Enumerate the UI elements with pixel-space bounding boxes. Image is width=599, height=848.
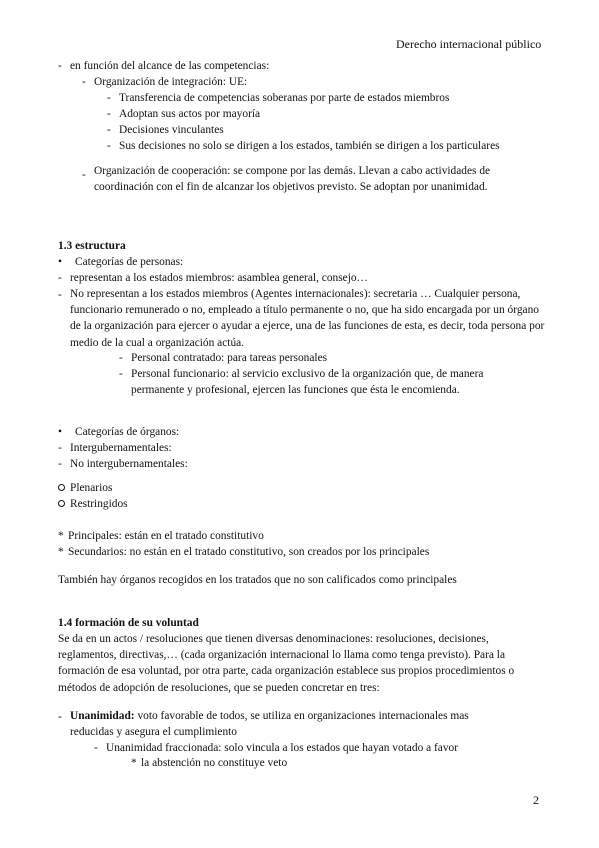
dash-marker: - xyxy=(119,368,123,380)
dash-marker: - xyxy=(94,742,98,754)
list-item: Adoptan sus actos por mayoría xyxy=(119,108,261,120)
dash-marker: - xyxy=(58,711,62,723)
unanimidad-label: Unanimidad: xyxy=(70,710,135,722)
dash-marker: - xyxy=(82,169,86,181)
section-heading-estructura: 1.3 estructura xyxy=(58,240,126,252)
dash-marker: - xyxy=(82,76,86,88)
integration-heading: Organización de integración: UE: xyxy=(94,76,248,88)
list-item: Plenarios xyxy=(70,482,113,494)
dash-marker: - xyxy=(58,272,62,284)
dash-marker: - xyxy=(58,458,62,470)
cooperation-paragraph: Organización de cooperación: se compone por las demás. Llevan a cabo actividades de coordinación con el fin de alcanzar los objetivos previsto. Se adoptan por unanimidad. xyxy=(94,165,491,194)
list-item: Restringidos xyxy=(70,498,128,510)
running-header: Derecho internacional público xyxy=(396,37,542,51)
page-number: 2 xyxy=(533,793,539,807)
circle-bullet-icon xyxy=(58,500,65,507)
list-item: Secundarios: no están en el tratado constitutivo, son creados por los principales xyxy=(68,546,430,558)
bullet-marker: • xyxy=(58,256,62,268)
dash-marker: - xyxy=(119,352,123,364)
note-paragraph: También hay órganos recogidos en los tratados que no son calificados como principales xyxy=(58,574,457,586)
bullet-categorias-personas: Categorías de personas: xyxy=(75,256,184,268)
list-item: Personal contratado: para tareas personales xyxy=(131,352,328,364)
asterisk-marker: * xyxy=(131,757,137,769)
dash-marker: - xyxy=(107,108,111,120)
list-item: Decisiones vinculantes xyxy=(119,124,224,136)
bullet-marker: • xyxy=(58,426,62,438)
list-item: la abstención no constituye veto xyxy=(141,757,288,769)
list-item: Unanimidad fraccionada: solo vincula a los estados que hayan votado a favor xyxy=(106,742,459,754)
dash-marker: - xyxy=(107,124,111,136)
competencies-intro: en función del alcance de las competencias: xyxy=(70,60,270,72)
dash-marker: - xyxy=(58,60,62,72)
agentes-internacionales-paragraph: No representan a los estados miembros (Agentes internacionales): secretaria … Cualquier persona, funcionario remunerado o no, empleado a título permanente o no, que ha sido encargada por un órgano de la organización para ejercer o ayudar a ejerce, una de las funciones de esta, es decir, toda persona por medio de la cual a organización actúa. xyxy=(70,288,545,349)
unanimidad-text: voto favorable de todos, se utiliza en organizaciones internacionales mas reducidas y asegura el cumplimiento xyxy=(70,710,469,739)
dash-marker: - xyxy=(58,289,62,301)
dash-marker: - xyxy=(58,442,62,454)
dash-marker: - xyxy=(107,140,111,152)
section-heading-formacion: 1.4 formación de su voluntad xyxy=(58,617,199,629)
dash-marker: - xyxy=(107,92,111,104)
list-item: Transferencia de competencias soberanas por parte de estados miembros xyxy=(119,92,450,104)
list-item: Intergubernamentales: xyxy=(70,442,172,454)
circle-bullet-icon xyxy=(58,484,65,491)
list-item: Sus decisiones no solo se dirigen a los estados, también se dirigen a los particulares xyxy=(119,140,500,152)
list-item: representan a los estados miembros: asamblea general, consejo… xyxy=(70,272,368,284)
bullet-categorias-organos: Categorías de órganos: xyxy=(75,426,180,438)
list-item: No intergubernamentales: xyxy=(70,458,188,470)
asterisk-marker: * xyxy=(58,530,64,542)
list-item: Principales: están en el tratado constitutivo xyxy=(68,530,264,542)
unanimidad-item xyxy=(70,708,500,740)
formacion-paragraph: Se da en un actos / resoluciones que tienen diversas denominaciones: resoluciones, decisiones, reglamentos, directivas,… (cada organización internacional lo llama como tenga previsto). Para la formación de esa voluntad, por otra parte, cada organización establece sus propios procedimientos o métodos de adopción de resoluciones, que se pueden concretar en tres: xyxy=(58,633,515,694)
asterisk-marker: * xyxy=(58,546,64,558)
list-item: Personal funcionario: al servicio exclusivo de la organización que, de manera permanente y profesional, ejercen las funciones que ésta le encomienda. xyxy=(131,368,484,397)
